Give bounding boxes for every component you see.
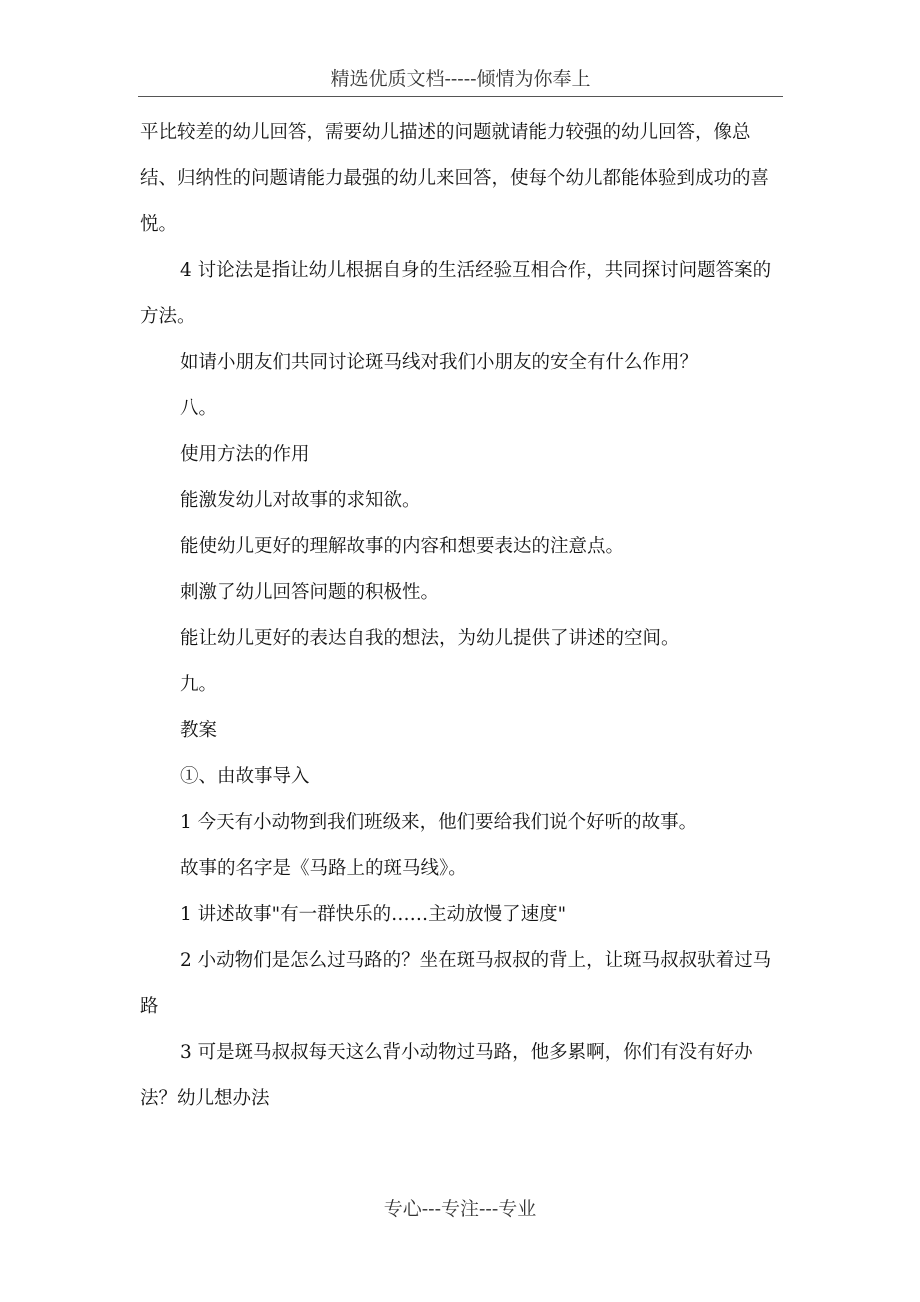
paragraph: 能让幼儿更好的表达自我的想法，为幼儿提供了讲述的空间。 <box>180 628 680 649</box>
paragraph: 4 讨论法是指让幼儿根据自身的生活经验互相合作，共同探讨问题答案的方法。 <box>140 260 772 327</box>
paragraph: 刺激了幼儿回答问题的积极性。 <box>180 582 440 603</box>
paragraph: 1 今天有小动物到我们班级来，他们要给我们说个好听的故事。 <box>180 812 698 833</box>
paragraph: 如请小朋友们共同讨论斑马线对我们小朋友的安全有什么作用？ <box>180 352 699 373</box>
paragraph: ①、由故事导入 <box>180 766 310 787</box>
paragraph: 使用方法的作用 <box>180 444 310 465</box>
page-header: 精选优质文档-----倾情为你奉上 <box>138 64 783 97</box>
paragraph: 故事的名字是《马路上的斑马线》。 <box>180 858 467 879</box>
paragraph: 能激发幼儿对故事的求知欲。 <box>180 490 421 511</box>
paragraph: 2 小动物们是怎么过马路的？坐在斑马叔叔的背上，让斑马叔叔驮着过马路 <box>140 950 772 1017</box>
paragraph: 九。 <box>180 674 218 695</box>
paragraph: 能使幼儿更好的理解故事的内容和想要表达的注意点。 <box>180 536 625 557</box>
paragraph: 教案 <box>180 720 218 741</box>
document-body <box>140 110 780 1122</box>
paragraph: 平比较差的幼儿回答，需要幼儿描述的问题就请能力较强的幼儿回答，像总结、归纳性的问题请能力最强的幼儿来回答，使每个幼儿都能体验到成功的喜悦。 <box>140 122 770 235</box>
paragraph: 3 可是斑马叔叔每天这么背小动物过马路，他多累啊，你们有没有好办法？幼儿想办法 <box>140 1042 753 1109</box>
paragraph: 八。 <box>180 398 218 419</box>
page-footer: 专心---专注---专业 <box>383 1198 537 1220</box>
paragraph: 1 讲述故事"有一群快乐的……主动放慢了速度" <box>180 904 567 925</box>
